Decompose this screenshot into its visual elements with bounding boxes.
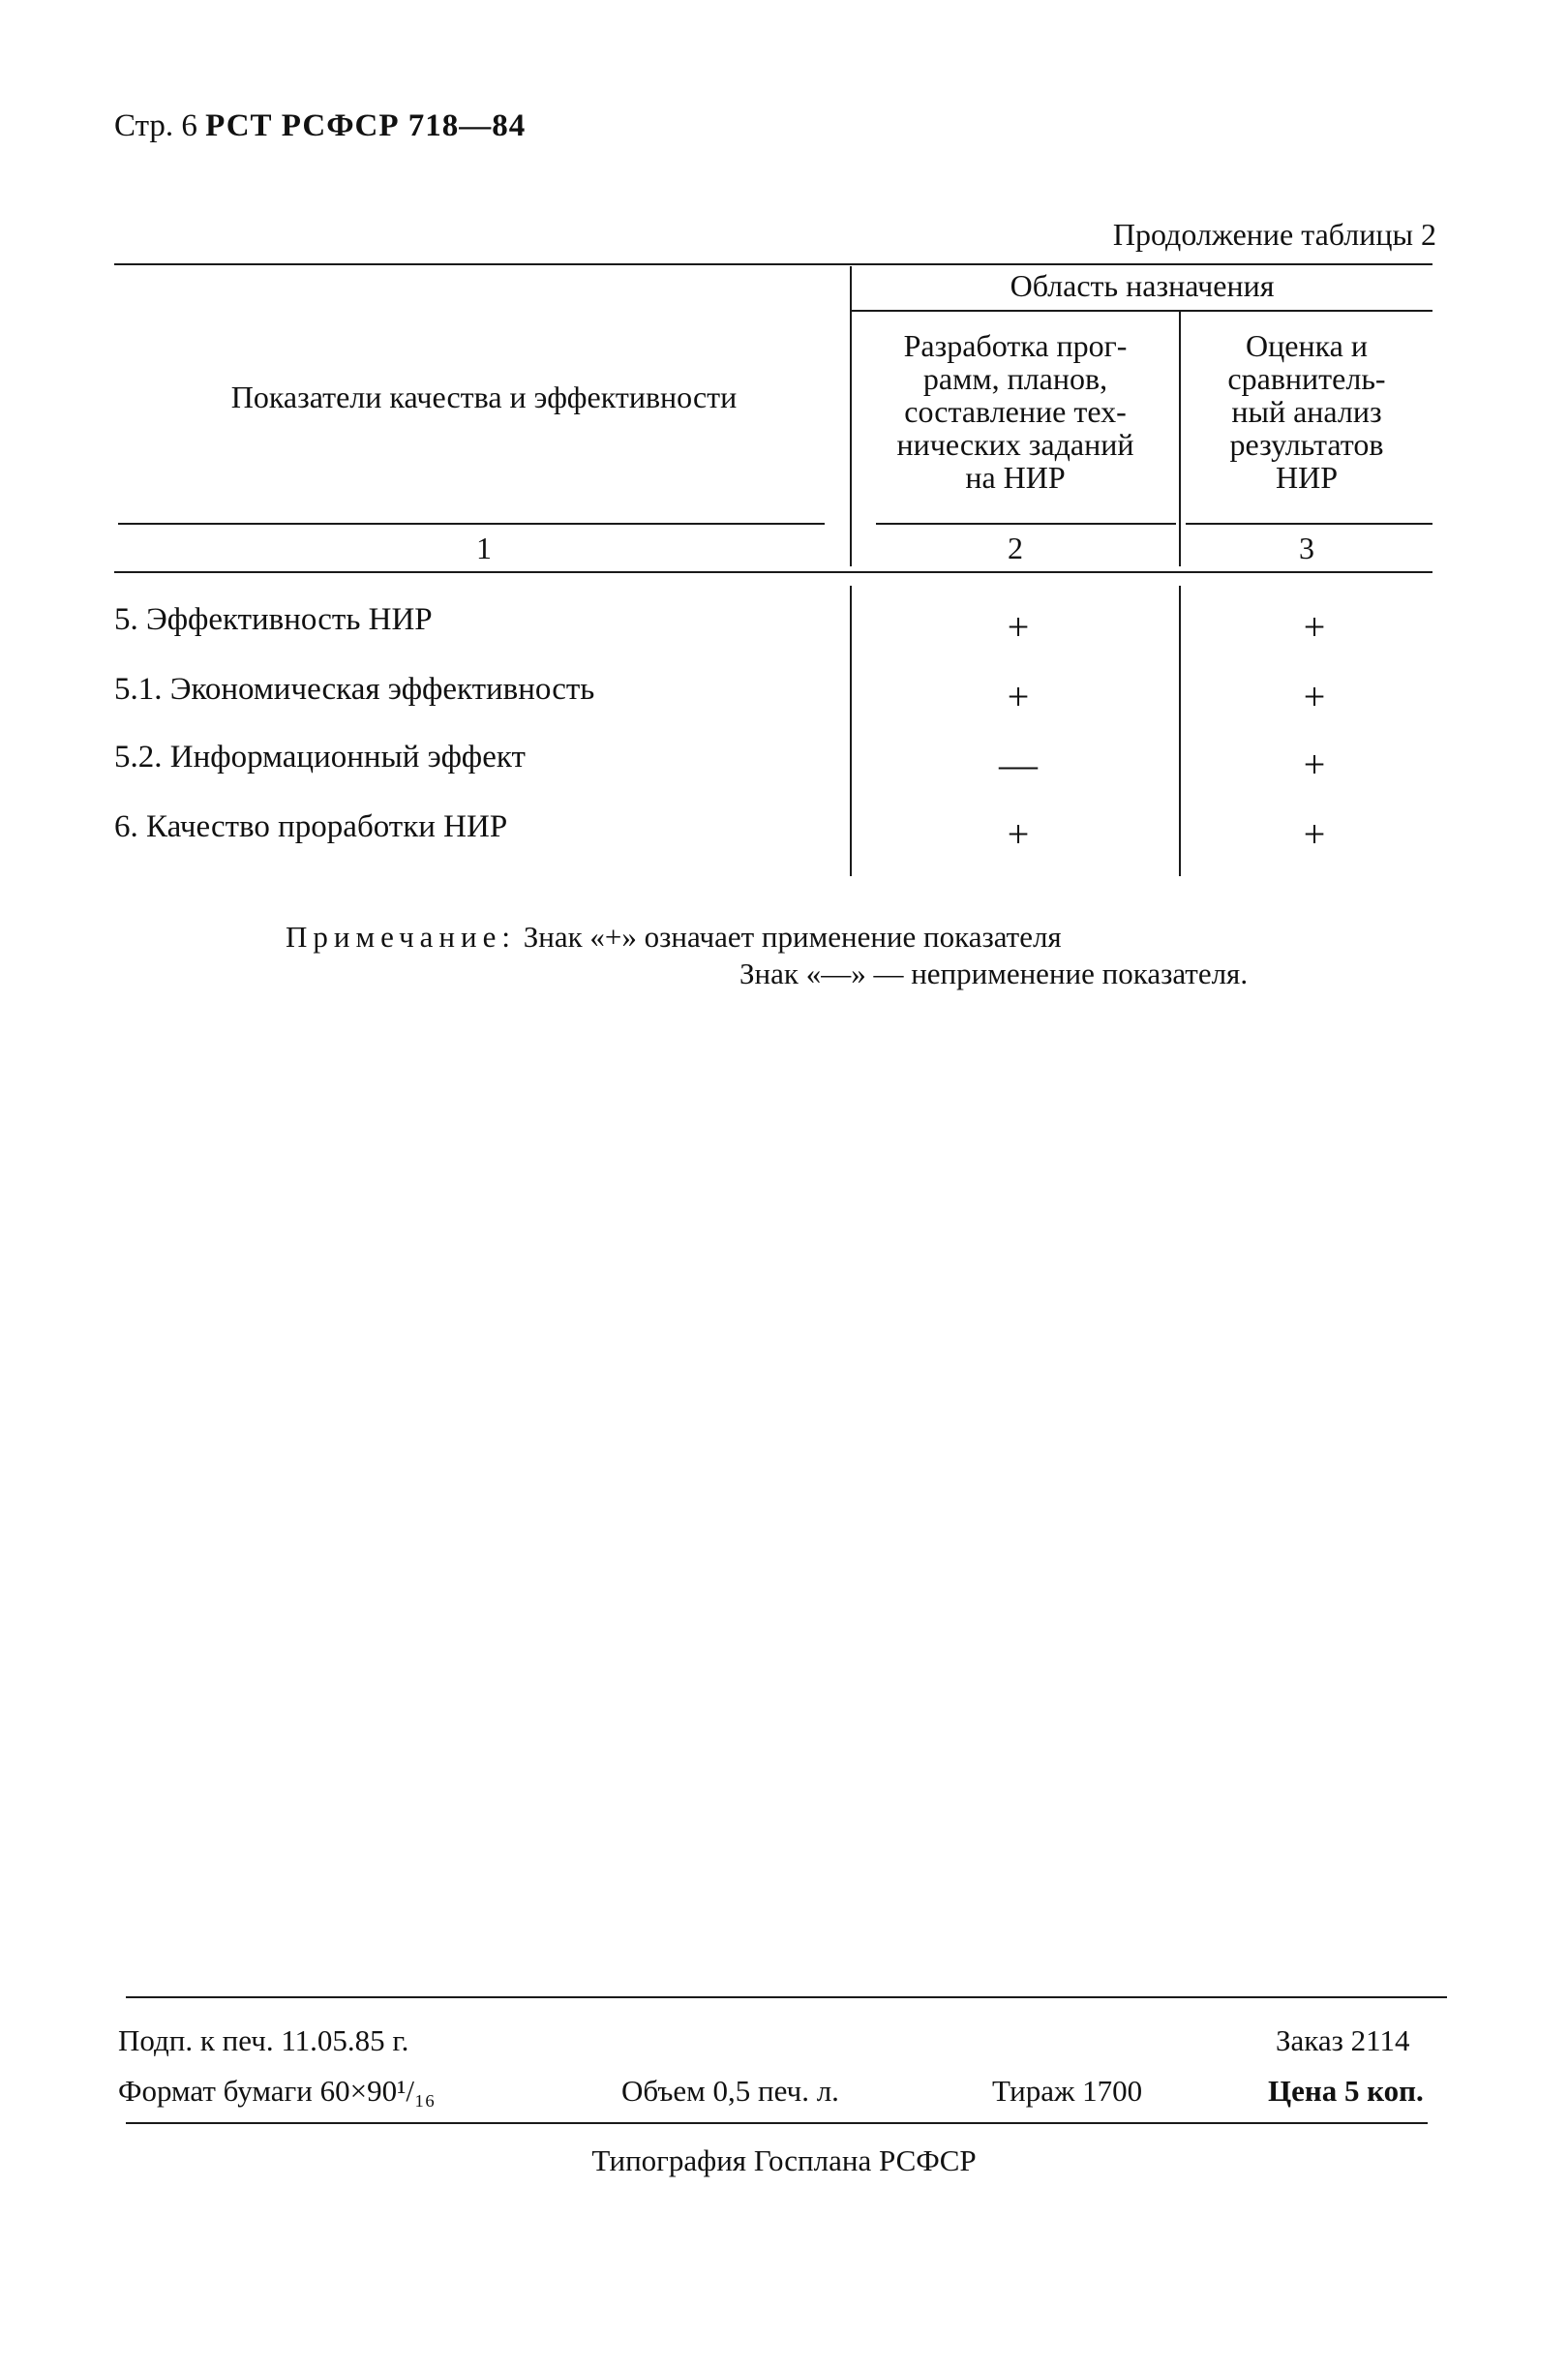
column-3-header-line: сравнитель- [1227,361,1386,396]
table-cell-mark: + [1007,812,1030,856]
column-2-header-line: нических заданий [896,427,1134,462]
body-divider-2 [1179,586,1181,876]
table-row-label: 5. Эффективность НИР [114,602,433,637]
column-number-2: 2 [1008,531,1023,565]
note-label: Примечание: [286,920,516,954]
column-2-header-line: Разработка прог- [903,328,1128,363]
page-header [114,108,526,144]
group-header-rule [852,310,1432,312]
imprint-circulation: Тираж 1700 [992,2074,1143,2108]
number-row-bottom-rule [114,571,1432,573]
table-cell-mark: + [1007,675,1030,718]
column-3-header-line: ный анализ [1231,394,1382,429]
note-line-2: Знак «—» — неприменение показателя. [739,957,1249,990]
imprint-format: Формат бумаги 60×90¹/₁₆ [118,2074,436,2108]
imprint-top-rule [126,1996,1447,1998]
table-top-rule [114,263,1432,265]
header-bottom-rule-col2 [876,523,1176,525]
table-row-label: 5.2. Информационный эффект [114,740,526,775]
table-row-label: 5.1. Экономическая эффективность [114,672,595,707]
table-note [286,920,1062,955]
group-header: Область назначения [1010,268,1275,303]
column-number-3: 3 [1299,531,1314,565]
standard-designation: РСТ РСФСР 718—84 [205,108,527,143]
column-3-header-line: НИР [1275,460,1338,495]
imprint-signed: Подп. к печ. 11.05.85 г. [118,2023,409,2057]
column-2-header-line: составление тех- [904,394,1127,429]
table-cell-mark: + [1303,743,1326,786]
page-number: Стр. 6 [114,108,197,143]
table-cell-mark: — [999,743,1038,786]
imprint-order: Заказ 2114 [1276,2023,1410,2057]
table-cell-mark: + [1007,605,1030,649]
table-cell-mark: + [1303,605,1326,649]
table-cell-mark: + [1303,812,1326,856]
table-continuation-label: Продолжение таблицы 2 [1112,217,1436,252]
column-2-header [852,329,1179,494]
body-divider-1 [850,586,852,876]
column-2-header-line: на НИР [965,460,1066,495]
imprint-bottom-rule [126,2122,1428,2124]
header-bottom-rule-col3 [1186,523,1432,525]
column-3-header [1181,329,1432,494]
imprint-printer: Типография Госплана РСФСР [591,2143,977,2177]
column-2-header-line: рамм, планов, [922,361,1108,396]
header-bottom-rule-col1 [118,523,825,525]
imprint-price: Цена 5 коп. [1268,2074,1424,2108]
column-1-header: Показатели качества и эффективности [230,380,738,414]
table-cell-mark: + [1303,675,1326,718]
table-row-label: 6. Качество проработки НИР [114,809,508,844]
column-number-1: 1 [476,531,492,565]
column-3-header-line: Оценка и [1246,328,1368,363]
column-3-header-line: результатов [1229,427,1384,462]
imprint-volume: Объем 0,5 печ. л. [621,2074,839,2108]
note-line-1: Знак «+» означает применение показателя [523,920,1062,954]
